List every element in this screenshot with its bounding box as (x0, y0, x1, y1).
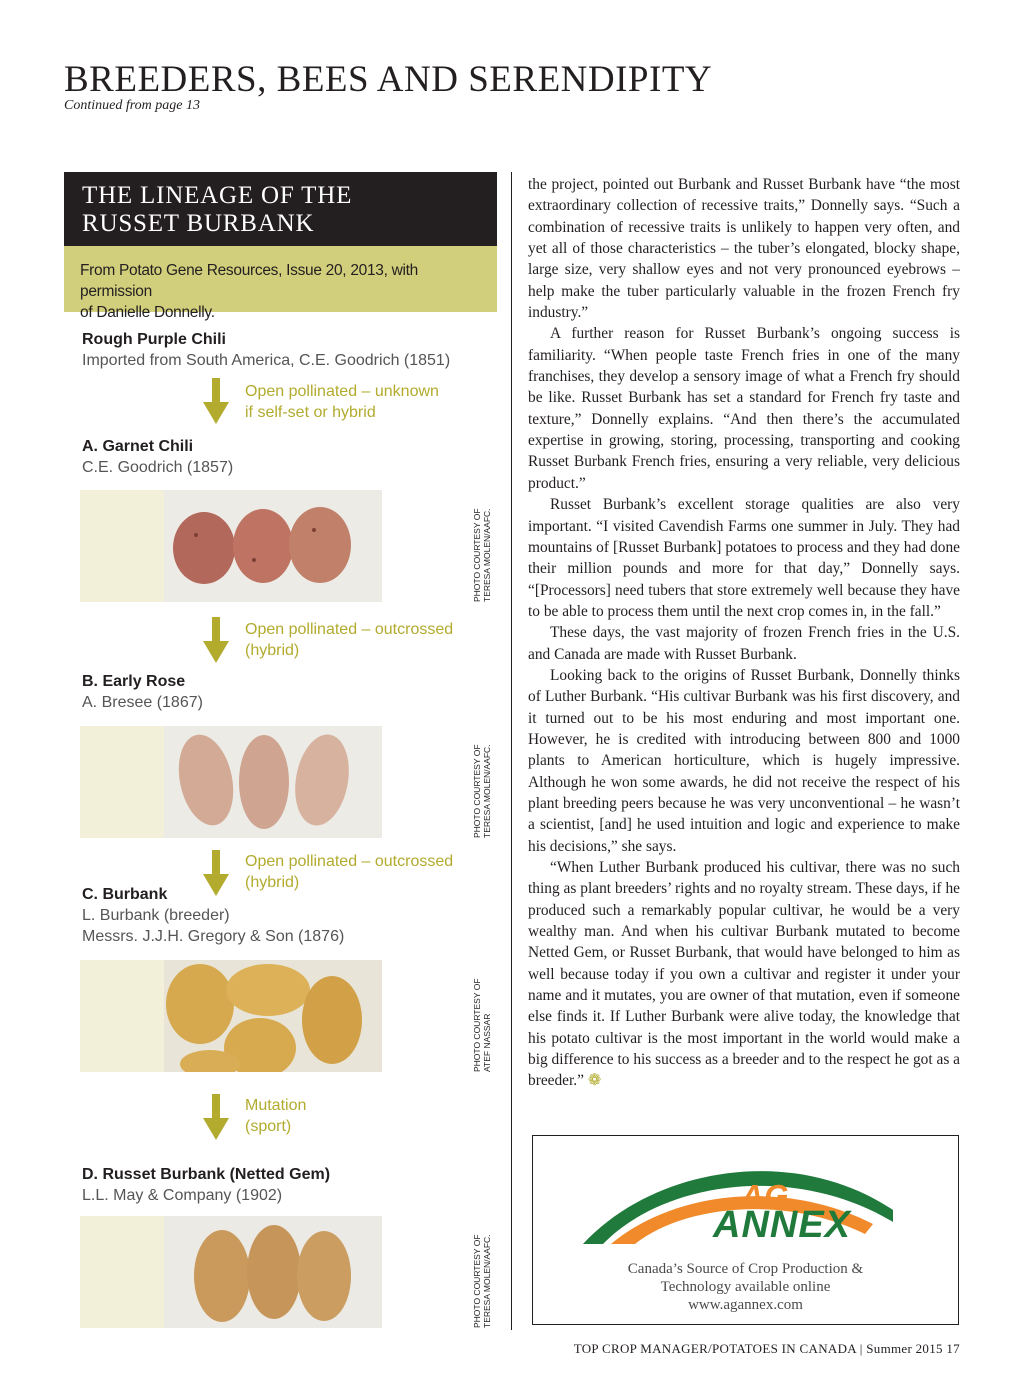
photo-burbank (80, 960, 382, 1072)
variety-name: C. Burbank (82, 886, 168, 903)
article-paragraph: A further reason for Russet Burbank’s ongoing success is familiarity. “When people taste French fries in one of the many franchises, they develop a sensory image of what a French fry should be like. Russet Burbank has set a standard for French fry taste and texture,” Donnelly explains. “And then there’s the accumulated expertise in growing, storing, processing, transporting and cooking Russet Burbank French fries, ensuring a very reliable, very delicious product.” (528, 325, 960, 492)
variety-breeder: L. Burbank (breeder) (82, 907, 230, 924)
potato-image (164, 490, 382, 602)
photo-credit-line: TERESA MOLEN/AAFC. (482, 744, 492, 838)
ag-annex-logo-ag: AG (741, 1178, 790, 1213)
variety-detail: L.L. May & Company (1902) (82, 1187, 283, 1204)
cross-note-line: Open pollinated – unknown (245, 383, 439, 400)
cross-note (245, 381, 439, 423)
article-paragraph: Looking back to the origins of Russet Burbank, Donnelly thinks of Luther Burbank. “His cultivar Burbank was his first discovery, and it turned out to be his most enduring and most important one. However, he is credited with introducing between 800 and 1000 plants to American horticulture, which is hugely impressive. Although he won some awards, he did not receive the respect of his plant breeding peers because he was very unconventional – he wasn’t a scientist, [and] he used intuition and logic and experience to make his decisions,” she says. (528, 666, 960, 855)
photo-garnet-chili (80, 490, 382, 602)
cross-note-line: Open pollinated – outcrossed (245, 853, 454, 870)
ag-annex-ad[interactable] (532, 1135, 959, 1325)
photo-credit-line: ATEF NASSAR (482, 1013, 492, 1072)
article-body (528, 174, 960, 1092)
lineage-d (82, 1164, 330, 1206)
sidebar-source (64, 246, 497, 321)
down-arrow-icon (203, 617, 229, 663)
variety-detail: A. Bresee (1867) (82, 694, 203, 711)
ad-tagline-2: Technology available online (660, 1279, 831, 1295)
down-arrow-icon (203, 378, 229, 424)
article-paragraph-text: “When Luther Burbank produced his cultivar, there was no such thing as plant breeders’ rights and no royalty stream. These days, if he produced such a remarkably popular cultivar, he would be a very wealthy man. And when his cultivar Burbank mutated to become Netted Gem, or Russet Burbank, that would have belonged to him as well because today if you own a cultivar and register it under your name and it mutates, you are owner of that mutation, even if someone else finds it. If Luther Burbank were alive today, the knowledge that his potato cultivar is the most important in the world would make a big difference to his success as a breeder and to the respect he got as a breeder.” (528, 859, 960, 1090)
sidebar-title (64, 172, 497, 246)
cross-note (245, 619, 453, 661)
lineage-c (82, 884, 344, 947)
cross-note-line: (sport) (245, 1118, 292, 1135)
variety-name: Rough Purple Chili (82, 331, 226, 348)
cross-note-line: (hybrid) (245, 642, 300, 659)
down-arrow-icon (203, 1094, 229, 1140)
sidebar-title-line2: RUSSET BURBANK (82, 210, 315, 237)
photo-credit (472, 1234, 492, 1328)
potato-image (164, 960, 382, 1072)
variety-name: A. Garnet Chili (82, 438, 194, 455)
article-paragraph: These days, the vast majority of frozen French fries in the U.S. and Canada are made with Russet Burbank. (528, 624, 960, 663)
lineage-root (82, 329, 450, 371)
lineage-b (82, 671, 203, 713)
photo-credit-line: TERESA MOLEN/AAFC. (482, 1234, 492, 1328)
column-divider (511, 172, 512, 1330)
article-paragraph: Russet Burbank’s excellent storage qualities are also very important. “I visited Cavendish Farms one summer in July. They had mountains of [Russet Burbank] potatoes to process and they had done their million pounds and more for that day,” Donnelly says. “[Processors] need tubers that store extremely well because they have to be able to process them until the next crop comes in, in the fall.” (528, 496, 960, 620)
photo-credit-line: PHOTO COURTESY OF (472, 1234, 482, 1328)
article-paragraph: the project, pointed out Burbank and Russet Burbank have “the most extraordinary collection of recessive traits,” Donnelly says. “Such a combination of recessive traits is unlikely to happen very often, and yet all of those characteristics – the tuber’s elongated, blocky shape, large size, very shallow eyes and not very pronounced eyebrows – help make the tuber particularly valuable in the frozen French fry industry.” (528, 176, 960, 322)
ad-url-link[interactable]: www.agannex.com (688, 1297, 803, 1313)
photo-credit-line: TERESA MOLEN/AAFC. (482, 508, 492, 602)
page-footer: TOP CROP MANAGER/POTATOES IN CANADA | Summer 2015 17 (573, 1341, 960, 1356)
photo-credit (472, 508, 492, 602)
ag-annex-logo-annex: ANNEX (713, 1204, 852, 1246)
ad-tagline-1: Canada’s Source of Crop Production & (627, 1261, 864, 1277)
photo-credit-line: PHOTO COURTESY OF (472, 744, 482, 838)
maple-leaf-icon: ❁ (587, 1072, 602, 1090)
photo-credit-line: PHOTO COURTESY OF (472, 508, 482, 602)
variety-name: B. Early Rose (82, 673, 186, 690)
sidebar-title-line1: THE LINEAGE OF THE (82, 182, 353, 209)
sidebar-source-line1: From Potato Gene Resources, Issue 20, 2013, with permission (80, 262, 418, 300)
variety-detail: Imported from South America, C.E. Goodrich (1851) (82, 352, 451, 369)
photo-credit (472, 978, 492, 1072)
photo-credit-line: PHOTO COURTESY OF (472, 978, 482, 1072)
sidebar-source-line2: of Danielle Donnelly. (80, 304, 215, 321)
variety-detail: C.E. Goodrich (1857) (82, 459, 234, 476)
article-paragraph (528, 857, 960, 1092)
cross-note-line: Open pollinated – outcrossed (245, 621, 454, 638)
photo-credit (472, 744, 492, 838)
potato-image (164, 726, 382, 838)
page-title: BREEDERS, BEES AND SERENDIPITY (64, 59, 713, 100)
photo-early-rose (80, 726, 382, 838)
cross-note-line: (hybrid) (245, 874, 300, 891)
cross-note-line: if self-set or hybrid (245, 404, 376, 421)
cross-note-line: Mutation (245, 1097, 307, 1114)
variety-name: D. Russet Burbank (Netted Gem) (82, 1166, 331, 1183)
cross-note (245, 1095, 306, 1137)
photo-russet-burbank (80, 1216, 382, 1328)
lineage-a (82, 436, 233, 478)
potato-image (164, 1216, 382, 1328)
variety-detail: Messrs. J.J.H. Gregory & Son (1876) (82, 928, 345, 945)
continued-note: Continued from page 13 (64, 98, 200, 113)
